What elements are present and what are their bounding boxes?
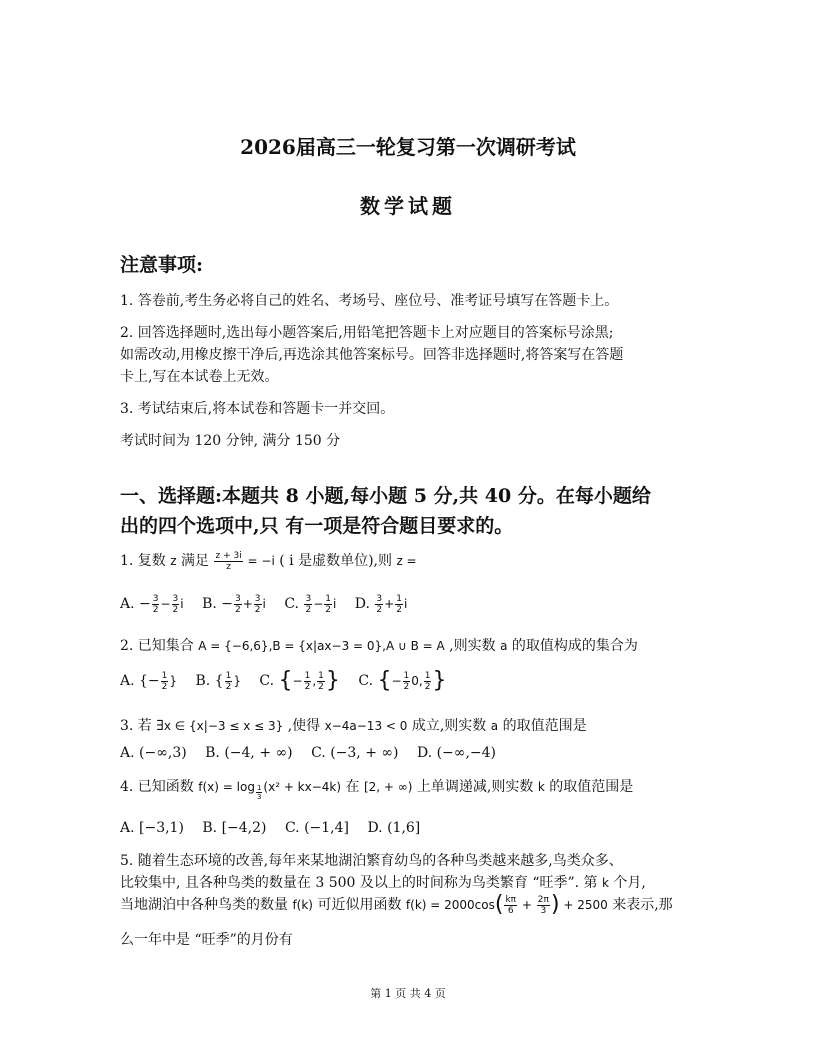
question-2: 2. 已知集合 A = {−6,6},B = {x|ax−3 = 0},A ∪ B = A ,则实数 a 的取值构成的集合为 bbox=[120, 638, 638, 654]
option-d: D. (−∞,−4) bbox=[416, 745, 496, 761]
question-5-line: 比较集中, 且各种鸟类的数量在 3 500 及以上的时间称为鸟类繁育 “旺季”. 第 k 个月, bbox=[120, 875, 646, 891]
question-4: 4. 已知函数 f(x) = log $\frac{1}{3}$ (x² + kx−4k) 在 [2, + ∞) 上单调递减,则实数 k 的取值范围是 bbox=[120, 779, 634, 801]
notice-line: 1. 答卷前,考生务必将自己的姓名、考场号、座位号、准考证号填写在答题卡上。 bbox=[120, 293, 619, 309]
notice-line: 如需改动,用橡皮擦干净后,再选涂其他答案标号。回答非选择题时,将答案写在答题 bbox=[120, 347, 624, 363]
option-d: C. {− $\frac{1}{2}$ 0, $\frac{1}{2}$ } bbox=[358, 668, 447, 693]
exam-time: 考试时间为 120 分钟, 满分 150 分 bbox=[120, 433, 341, 449]
option-b: B. { $\frac{1}{2}$ } bbox=[195, 670, 241, 692]
option-d: D. $\frac{3}{2}$ + $\frac{1}{2}$ i bbox=[354, 593, 408, 615]
question-4-options bbox=[120, 817, 434, 839]
option-c: C. (−1,4] bbox=[284, 820, 349, 836]
question-1: 1. 复数 z 满足 $\frac{z + 3i}{z}$ = −i ( i 是虚数单位),则 z = bbox=[120, 550, 417, 572]
option-c: C. $\frac{3}{2}$ − $\frac{1}{2}$ i bbox=[284, 593, 337, 615]
question-5-line: 当地湖泊中各种鸟类的数量 f(k) 可近似用函数 f(k) = 2000cos( $\frac{k\pi}{6}$ + $\frac{2\pi}{3}$ ) + 2500 来表示,那 bbox=[120, 892, 673, 917]
section-heading: 一、选择题:本题共 8 小题,每小题 5 分,共 40 分。在每小题给 bbox=[120, 485, 651, 507]
option-a: A. − $\frac{3}{2}$ − $\frac{3}{2}$ i bbox=[120, 593, 184, 615]
question-5-line: 么一年中是 “旺季”的月份有 bbox=[120, 932, 293, 948]
option-c: C. (−3, + ∞) bbox=[311, 745, 399, 761]
notice-line: 2. 回答选择题时,选出每小题答案后,用铅笔把答题卡上对应题目的答案标号涂黑; bbox=[120, 325, 614, 341]
exam-title: 2026届高三一轮复习第一次调研考试 bbox=[240, 135, 576, 159]
question-1-options bbox=[120, 593, 421, 615]
section-heading: 出的四个选项中,只 有一项是符合题目要求的。 bbox=[120, 515, 514, 537]
option-b: B. − $\frac{3}{2}$ + $\frac{3}{2}$ i bbox=[202, 593, 266, 615]
option-b: B. (−4, + ∞) bbox=[205, 745, 293, 761]
notice-line: 卡上,写在本试卷上无效。 bbox=[120, 369, 279, 385]
option-a: A. [−3,1) bbox=[120, 820, 184, 836]
question-3-options bbox=[120, 742, 510, 764]
option-b: B. [−4,2) bbox=[202, 820, 267, 836]
option-a: A. (−∞,3) bbox=[120, 745, 187, 761]
option-a: A. {− $\frac{1}{2}$ } bbox=[120, 670, 178, 692]
notice-heading: 注意事项: bbox=[120, 254, 204, 276]
option-c: C. {− $\frac{1}{2}$ , $\frac{1}{2}$ } bbox=[259, 668, 340, 693]
question-5-line: 5. 随着生态环境的改善,每年来某地湖泊繁育幼鸟的各种鸟类越来越多,鸟类众多、 bbox=[120, 853, 623, 869]
notice-line: 3. 考试结束后,将本试卷和答题卡一并交回。 bbox=[120, 401, 395, 417]
question-2-options bbox=[120, 670, 460, 692]
option-d: D. (1,6] bbox=[367, 820, 421, 836]
page-footer: 第 1 页 共 4 页 bbox=[370, 987, 446, 1000]
exam-subtitle: 数学试题 bbox=[360, 194, 456, 218]
question-3: 3. 若 ∃x ∈ {x|−3 ≤ x ≤ 3} ,使得 x−4a−13 < 0 成立,则实数 a 的取值范围是 bbox=[120, 718, 587, 734]
